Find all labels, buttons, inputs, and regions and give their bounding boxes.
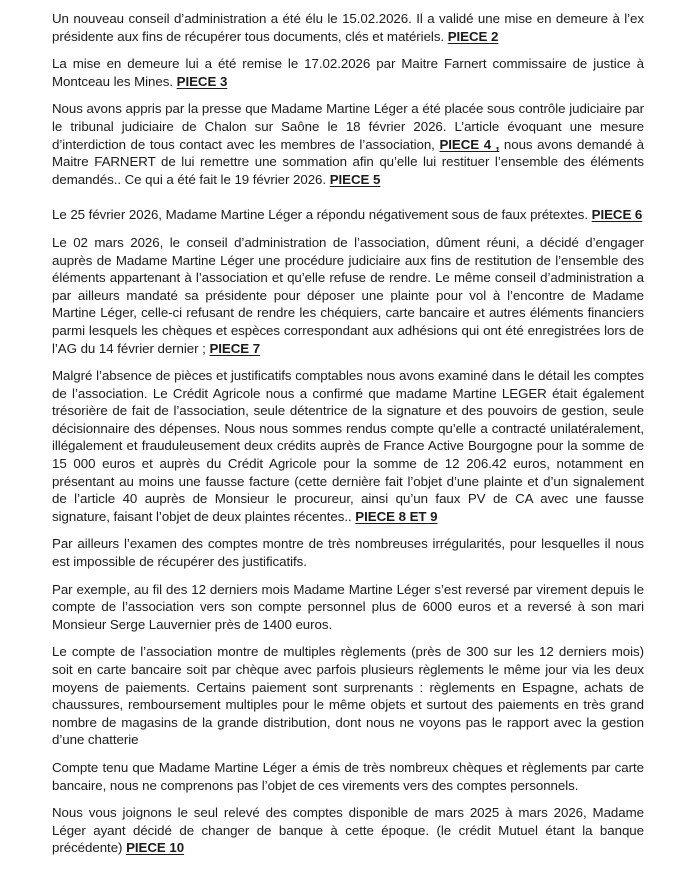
- piece-10-reference[interactable]: PIECE 10: [126, 840, 185, 856]
- paragraph-text: Un nouveau conseil d’administration a été élu le 15.02.2026. Il a validé une mise en demeure à l’ex présidente aux fins de récupérer tous documents, clés et matériels.: [52, 11, 644, 44]
- paragraph-formal-notice: [52, 55, 644, 90]
- paragraph-irregularities: [52, 535, 644, 570]
- piece-8-9-reference[interactable]: PIECE 8 ET 9: [355, 508, 438, 524]
- paragraph-bank-statement: [52, 804, 644, 857]
- piece-2-reference[interactable]: PIECE 2: [447, 28, 499, 44]
- paragraph-text: Le 25 février 2026, Madame Martine Léger a répondu négativement sous de faux prétextes.: [52, 207, 592, 223]
- paragraph-text: Par ailleurs l’examen des comptes montre de très nombreuses irrégularités, pour lesquelles il nous est impossible de récupérer des justificatifs.: [52, 536, 644, 570]
- paragraph-judicial-control: [52, 100, 644, 188]
- paragraph-spacer: [52, 198, 644, 206]
- piece-4-reference[interactable]: PIECE 4 ,: [439, 136, 500, 152]
- paragraph-text: nous avons demandé à Maitre FARNERT de lui remettre une sommation afin qu’elle lui restituer l’ensemble des éléments demandés.. Ce qui a été fait le 19 février 2026.: [52, 136, 645, 187]
- piece-7-reference[interactable]: PIECE 7: [209, 340, 261, 356]
- piece-5-reference[interactable]: PIECE 5: [329, 171, 381, 187]
- paragraph-legal-procedure: [52, 234, 644, 357]
- piece-3-reference[interactable]: PIECE 3: [176, 73, 228, 89]
- paragraph-text: Le 02 mars 2026, le conseil d’administration de l’association, dûment réuni, a décidé d’engager auprès de Madame Martine Léger une procédure judiciaire aux fins de restitution de l’ensemble des éléments appartenant à l’association et qu’elle refuse de rendre. Le même conseil d’administration a par ailleurs mandaté sa présidente pour déposer une plainte pour vol à l’encontre de Madame Martine Léger, celle-ci refusant de rendre les chéquiers, carte bancaire et autres éléments financiers parmi lesquels les chèques et espèces correspondant aux adhésions qui ont été enregistrées lors de l’AG du 14 février dernier ;: [52, 234, 644, 356]
- paragraph-text: Le compte de l’association montre de multiples règlements (près de 300 sur les 12 derniers mois) soit en carte bancaire soit par chèque avec parfois plusieurs règlements le même jour via les deux moyens de paiements. Certains paiement sont surprenants : règlements en Espagne, achats de chaussures, remboursement multiples pour le même objets et surtout des paiements en très grand nombre de magasins de la grande distribution, dont nous ne voyons pas le rapport avec la gestion d’une chatterie: [52, 644, 644, 748]
- paragraph-text: Nous vous joignons le seul relevé des comptes disponible de mars 2025 à mars 2026, Madame Léger ayant décidé de changer de banque à cette époque. (le crédit Mutuel étant la banque précédente): [52, 805, 644, 856]
- paragraph-new-board: [52, 10, 644, 45]
- piece-6-reference[interactable]: PIECE 6: [591, 207, 643, 223]
- paragraph-text: Compte tenu que Madame Martine Léger a émis de très nombreux chèques et règlements par carte bancaire, nous ne comprenons pas l’objet de ces virements vers des comptes personnels.: [52, 759, 644, 793]
- paragraph-text: Par exemple, au fil des 12 derniers mois Madame Martine Léger s’est reversé par virement depuis le compte de l’association vers son compte personnel plus de 6000 euros et a reversé à son mari Monsieur Serge Lauvernier près de 1400 euros.: [52, 581, 644, 632]
- paragraph-payments: [52, 643, 644, 749]
- paragraph-accounts-review: [52, 367, 644, 525]
- paragraph-negative-reply: [52, 206, 644, 224]
- paragraph-text: Nous avons appris par la presse que Madame Martine Léger a été placée sous contrôle judiciaire par le tribunal judiciaire de Chalon sur Saône le 18 février 2026. L’article évoquant une mesure d’interdiction de tous contact avec les membres de l’association,: [52, 101, 644, 152]
- paragraph-text: Malgré l’absence de pièces et justificatifs comptables nous avons examiné dans le détail les comptes de l’association. Le Crédit Agricole nous a confirmé que madame Martine LEGER était également trésorière de fait de l’association, seule détentrice de la signature et des pouvoirs de gestion, seule décisionnaire des dépenses. Nous nous sommes rendus compte qu’elle a contracté unilatéralement, illégalement et frauduleusement deux crédits auprès de France Active Bourgogne pour la somme de 15 000 euros et auprès du Crédit Agricole pour la somme de 12 206.42 euros, notamment en présentant au moins une fausse facture (cette dernière fait l’objet d’une plainte et d’un signalement de l’article 40 auprès de Monsieur le procureur, ainsi qu’un faux PV de CA avec une fausse signature, faisant l’objet de deux plaintes récentes..: [52, 368, 644, 524]
- paragraph-cheques: [52, 759, 644, 794]
- paragraph-transfers: [52, 581, 644, 634]
- paragraph-text: La mise en demeure lui a été remise le 17.02.2026 par Maitre Farnert commissaire de justice à Montceau les Mines.: [52, 56, 644, 89]
